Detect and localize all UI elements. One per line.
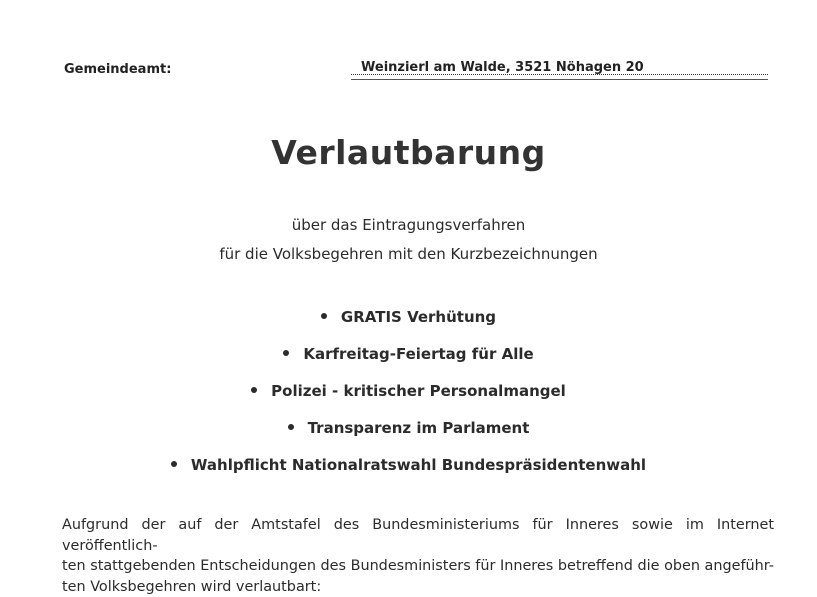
list-item-label: Transparenz im Parlament [308,419,530,437]
body-paragraph [62,515,774,597]
list-item [0,382,817,419]
subtitle-line-2: für die Volksbegehren mit den Kurzbezeichnungen [0,245,817,263]
list-item-label: Wahlpflicht Nationalratswahl Bundespräsidentenwahl [191,456,646,474]
bullet-icon [251,387,257,393]
list-item-label: Polizei - kritischer Personalmangel [271,382,566,400]
bullet-icon [171,461,177,467]
body-line-1: Aufgrund der auf der Amtstafel des Bundesministeriums für Inneres sowie im Internet veröffentlich- [62,515,774,556]
municipality-label: Gemeindeamt: [64,62,171,77]
list-item-label: Karfreitag-Feiertag für Alle [303,345,533,363]
petition-list [0,308,817,493]
municipality-field [351,58,768,80]
bullet-icon [288,424,294,430]
list-item [0,456,817,493]
document-title: Verlautbarung [0,133,817,172]
list-item-label: GRATIS Verhütung [341,308,496,326]
underline [351,79,768,80]
list-item [0,345,817,382]
body-line-3: ten Volksbegehren wird verlautbart: [62,577,774,597]
list-item [0,419,817,456]
subtitle-line-1: über das Eintragungsverfahren [0,216,817,234]
list-item [0,308,817,345]
body-line-2: ten stattgebenden Entscheidungen des Bundesministers für Inneres betreffend die oben angeführ- [62,556,774,577]
municipality-value: Weinzierl am Walde, 3521 Nöhagen 20 [361,60,644,75]
bullet-icon [283,350,289,356]
bullet-icon [321,313,327,319]
